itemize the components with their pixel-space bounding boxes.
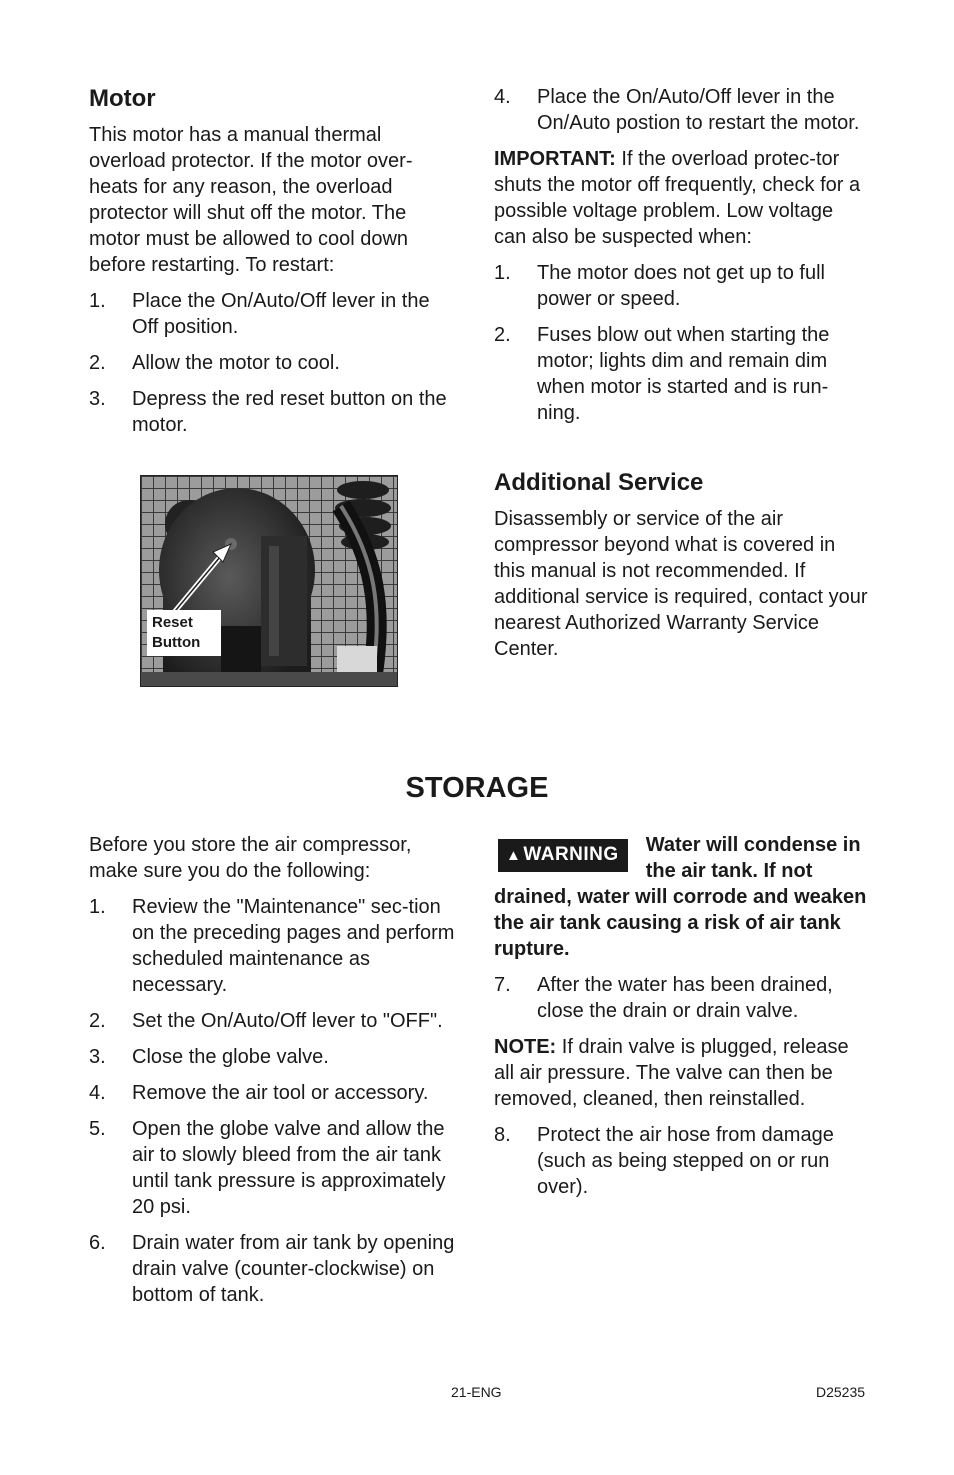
step-number: 2. [89, 1010, 106, 1032]
page-number: 21-ENG [451, 1384, 502, 1400]
step-text: Open the globe valve and allow the air to slowly bleed from the air tank until tank pressure is approximately 20 psi. [132, 1118, 446, 1218]
storage-section [89, 832, 464, 1318]
callout-line: Reset [152, 614, 193, 631]
warning-triangle-icon: ▲ [506, 847, 522, 864]
step-number: 5. [89, 1118, 106, 1140]
list-item [89, 1008, 464, 1034]
step-text: Place the On/Auto/Off lever in the Off position. [132, 290, 430, 338]
motor-restart-steps [89, 288, 459, 438]
storage-steps [89, 894, 464, 1308]
step-text: Place the On/Auto/Off lever in the On/Auto postion to restart the motor. [537, 86, 860, 134]
callout-line: Button [152, 634, 201, 651]
step-number: 4. [494, 86, 511, 108]
step-text: The motor does not get up to full power or speed. [537, 262, 825, 310]
step-text: Fuses blow out when starting the motor; lights dim and remain dim when motor is started and is run-ning. [537, 324, 830, 424]
step-text: After the water has been drained, close the drain or drain valve. [537, 974, 833, 1022]
step-text: Allow the motor to cool. [132, 352, 340, 374]
step-number: 8. [494, 1124, 511, 1146]
list-item [494, 1122, 872, 1200]
warning-badge [498, 839, 628, 872]
list-item [89, 288, 459, 340]
step-number: 3. [89, 1046, 106, 1068]
motor-restart-steps-continued [494, 84, 869, 136]
list-item [494, 260, 869, 312]
warning-text: Water will condense in the air tank. If not drained, water will corrode and weaken the air tank causing a risk of air tank rupture. [494, 834, 867, 960]
motor-reset-photo [140, 475, 398, 687]
storage-heading: STORAGE [405, 772, 549, 804]
list-item [89, 1044, 464, 1070]
step-text: Remove the air tool or accessory. [132, 1082, 429, 1104]
list-item [89, 1116, 464, 1220]
list-item [494, 322, 869, 426]
list-item [89, 894, 464, 998]
step-number: 6. [89, 1232, 106, 1254]
step-number: 7. [494, 974, 511, 996]
step-number: 1. [494, 262, 511, 284]
important-label: IMPORTANT: [494, 148, 616, 170]
step-number: 1. [89, 896, 106, 918]
step-text: Depress the red reset button on the motor. [132, 388, 447, 436]
motor-section-continued [494, 84, 869, 672]
step-text: Set the On/Auto/Off lever to "OFF". [132, 1010, 443, 1032]
list-item [89, 1080, 464, 1106]
note-label: NOTE: [494, 1036, 557, 1058]
additional-service-heading: Additional Service [494, 469, 704, 496]
step-number: 1. [89, 290, 106, 312]
list-item [89, 386, 459, 438]
model-number: D25235 [816, 1384, 866, 1400]
list-item [494, 972, 872, 1024]
step-text: Protect the air hose from damage (such as being stepped on or run over). [537, 1124, 834, 1198]
step-number: 4. [89, 1082, 106, 1104]
step-number: 2. [494, 324, 511, 346]
motor-heading: Motor [89, 85, 156, 112]
note-paragraph [494, 1034, 872, 1112]
warning-badge-text: WARNING [523, 844, 619, 865]
list-item [89, 1230, 464, 1308]
step-text: Review the "Maintenance" sec-tion on the preceding pages and perform scheduled maintenance as necessary. [132, 896, 455, 996]
step-number: 3. [89, 388, 106, 410]
important-text: If the overload protec-tor shuts the motor off frequently, check for a possible voltage problem. Low voltage can also be suspected when: [494, 148, 861, 248]
motor-intro: This motor has a manual thermal overload protector. If the motor over-heats for any reason, the overload protector will shut off the motor. The motor must be allowed to cool down before restarting. To restart: [89, 124, 413, 276]
note-text: If drain valve is plugged, release all air pressure. The valve can then be removed, cleaned, then reinstalled. [494, 1036, 849, 1110]
low-voltage-symptoms [494, 260, 869, 426]
step-text: Drain water from air tank by opening drain valve (counter-clockwise) on bottom of tank. [132, 1232, 455, 1306]
step-text: Close the globe valve. [132, 1046, 329, 1068]
reset-button-callout [147, 610, 221, 656]
storage-section-continued [494, 832, 872, 1210]
step-number: 2. [89, 352, 106, 374]
storage-intro: Before you store the air compressor, make sure you do the following: [89, 834, 412, 882]
storage-steps-final [494, 1122, 872, 1200]
additional-service-text: Disassembly or service of the air compressor beyond what is covered in this manual is not recommended. If additional service is required, contact your nearest Authorized Warranty Service Center. [494, 508, 868, 660]
list-item [494, 84, 869, 136]
list-item [89, 350, 459, 376]
storage-steps-continued [494, 972, 872, 1024]
motor-section [89, 84, 459, 448]
important-paragraph [494, 146, 869, 250]
